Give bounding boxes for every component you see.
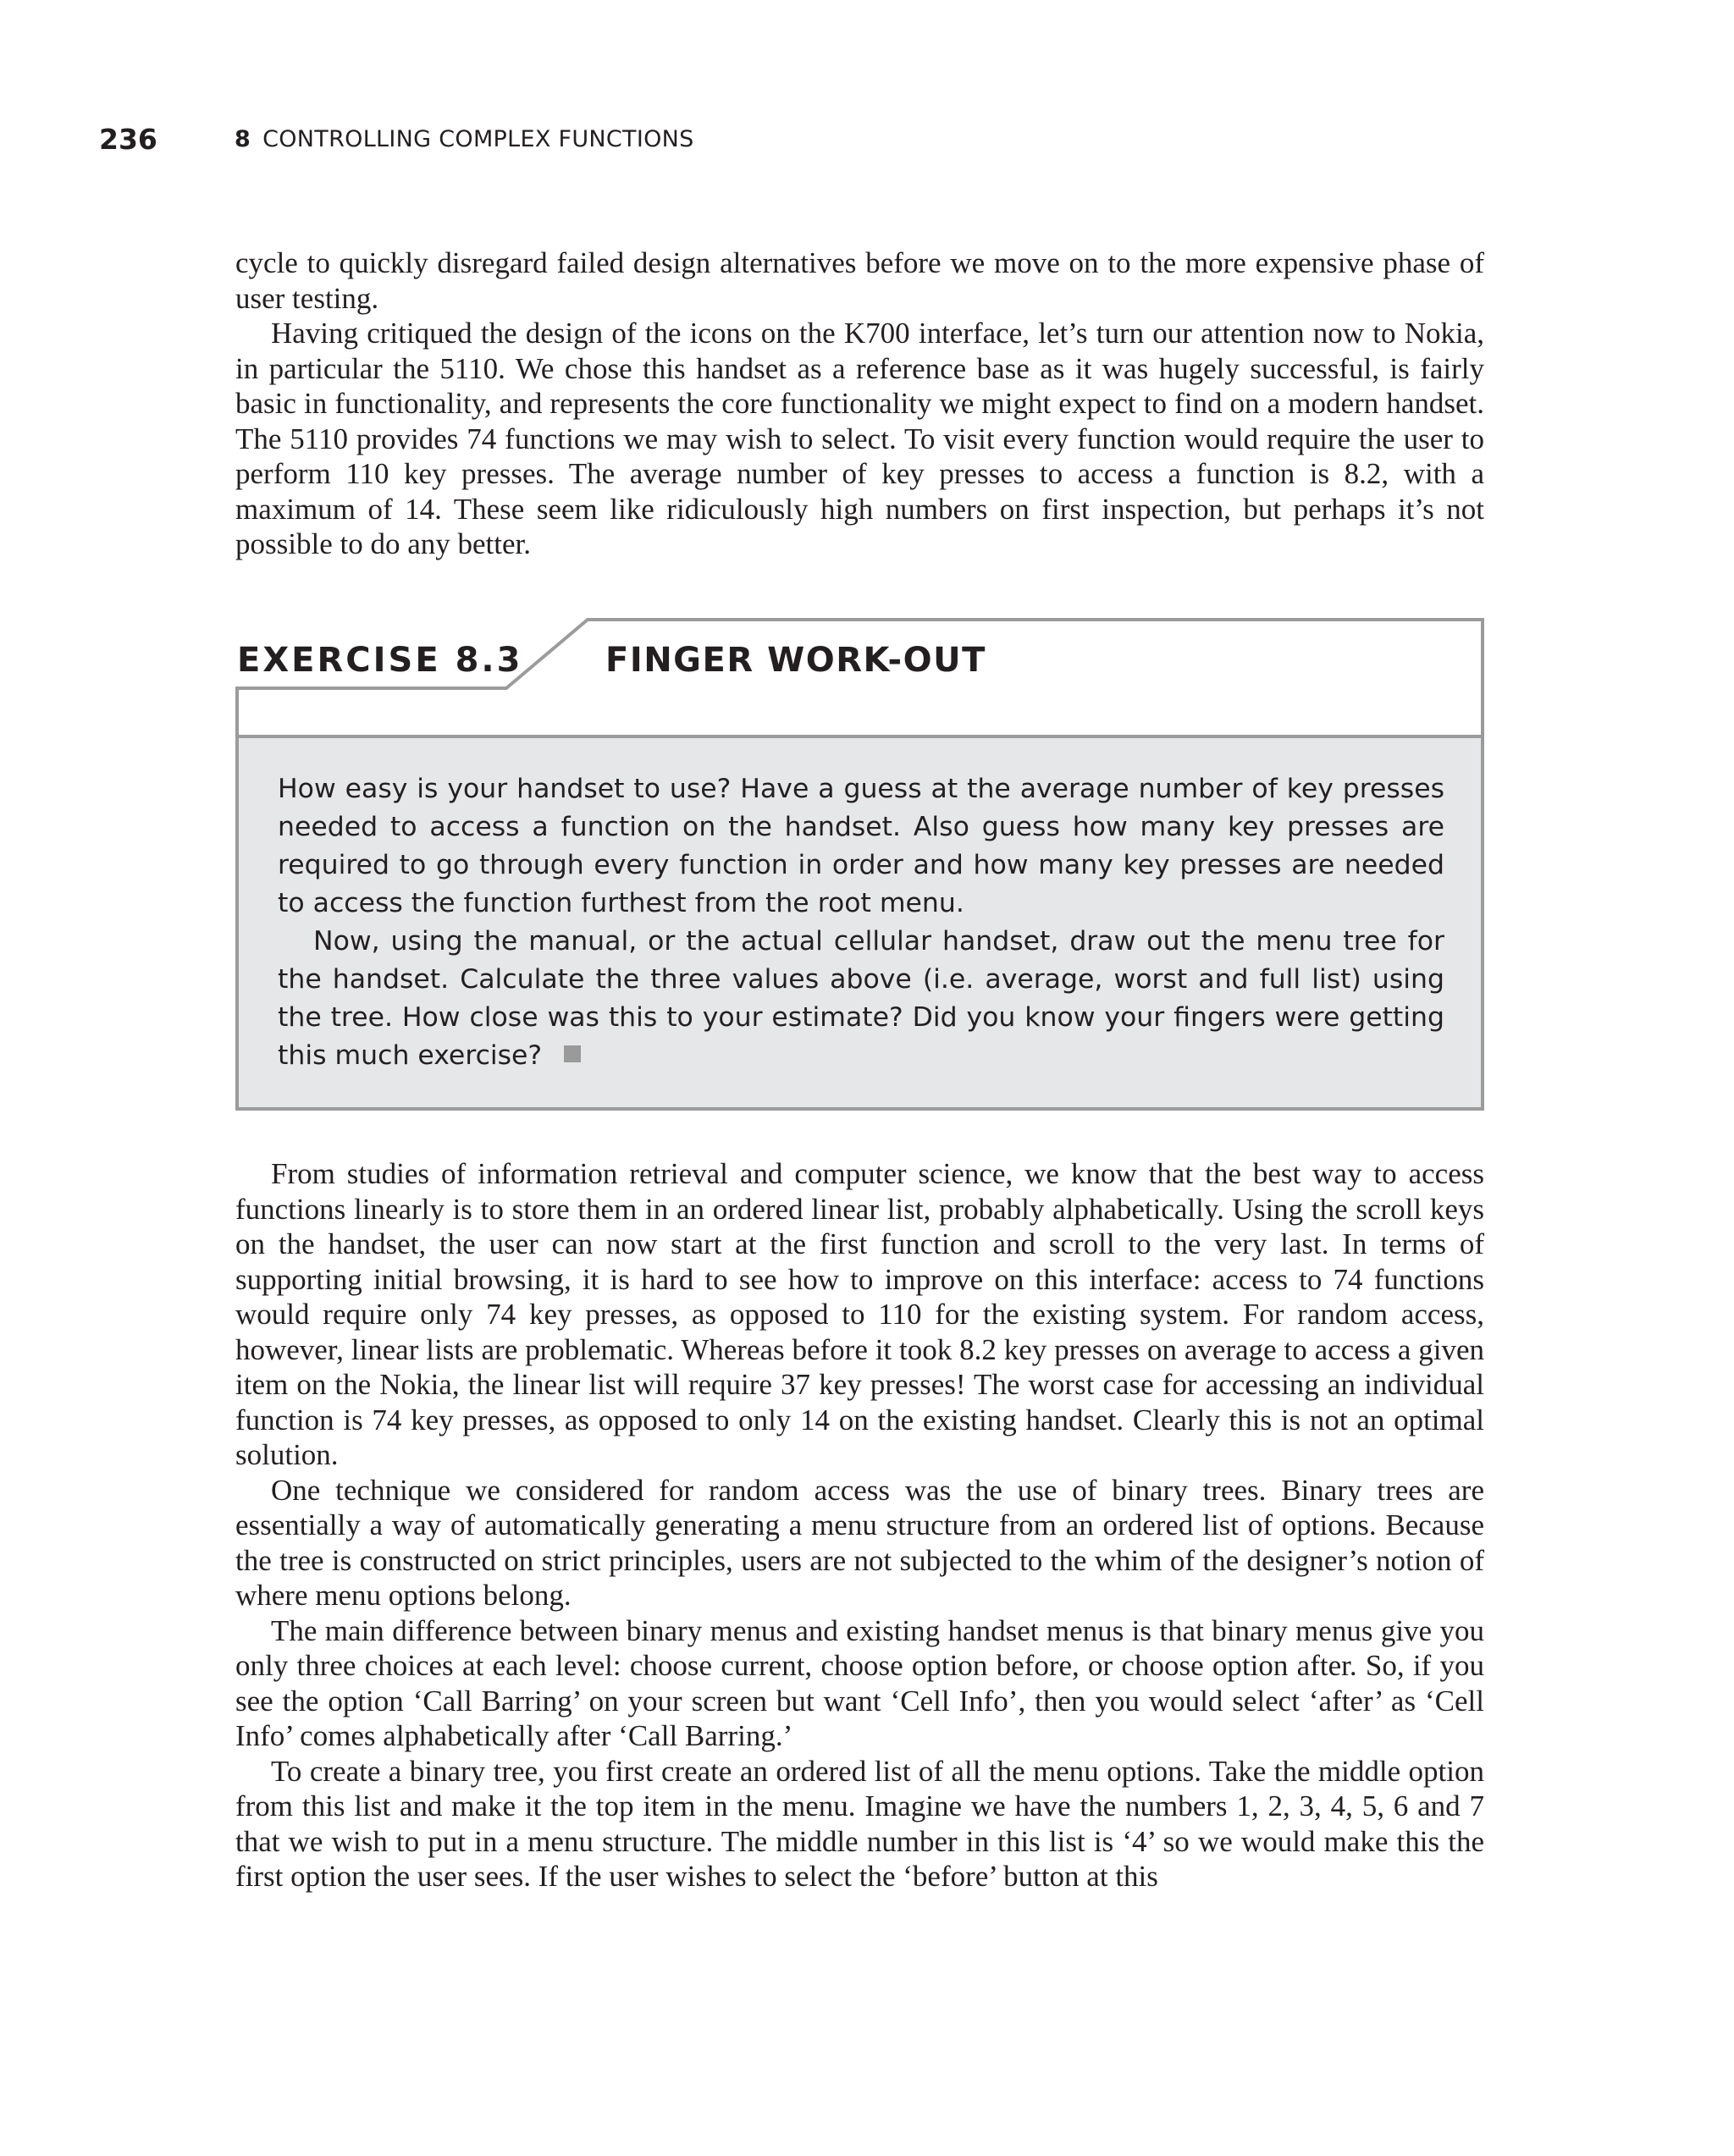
end-of-exercise-square-icon bbox=[564, 1045, 581, 1062]
chapter-heading bbox=[235, 119, 694, 161]
exercise-paragraph: How easy is your handset to use? Have a guess at the average number of key presses needed to access a function on the handset. Also guess how many key presses are required to go through every function in order and how many key presses are needed to access the function furthest from the root menu. bbox=[278, 774, 1444, 918]
body-text-bottom bbox=[235, 1156, 1484, 1894]
chapter-number: 8 bbox=[235, 126, 251, 152]
paragraph: The main difference between binary menus and existing handset menus is that binary menus give you only three choices at each level: choose current, choose option before, or choose option after. So, if you see the option ‘Call Barring’ on your screen but want ‘Cell Info’, then you would select ‘after’ as ‘Cell Info’ comes alphabetically after ‘Call Barring.’ bbox=[235, 1613, 1484, 1752]
exercise-text bbox=[278, 770, 1444, 1075]
paragraph: cycle to quickly disregard failed design alternatives before we move on to the more expensive phase of user testing. bbox=[235, 246, 1484, 315]
exercise-paragraph-last bbox=[278, 923, 1444, 1075]
body-text-top bbox=[235, 245, 1484, 562]
exercise-box bbox=[235, 618, 1484, 1111]
page-number: 236 bbox=[99, 123, 157, 156]
running-header bbox=[99, 119, 1488, 161]
exercise-number: EXERCISE 8.3 bbox=[237, 641, 523, 680]
paragraph: From studies of information retrieval and computer science, we know that the best way to access functions linearly is to store them in an ordered linear list, probably alphabetically. Using the scroll keys on the handset, the user can now start at the first function and scroll to the very last. In terms of supporting initial browsing, it is hard to see how to improve on this interface: access to 74 functions would require only 74 key presses, as opposed to 110 for the existing system. For random access, however, linear lists are problematic. Whereas before it took 8.2 key presses on average to access a given item on the Nokia, the linear list will require 37 key presses! The worst case for accessing an individual function is 74 key presses, as opposed to only 14 on the existing handset. Clearly this is not an optimal solution. bbox=[235, 1157, 1484, 1471]
exercise-paragraph-text: Now, using the manual, or the actual cellular handset, draw out the menu tree for the handset. Calculate the three values above (i.e. average, worst and full list) using the tree. How close was this to your estimate? Did you know your fingers were getting this much exercise? bbox=[278, 926, 1444, 1071]
paragraph: Having critiqued the design of the icons on the K700 interface, let’s turn our attention now to Nokia, in particular the 5110. We chose this handset as a reference base as it was hugely successful, is fairly basic in functionality, and represents the core functionality we might expect to find on a modern handset. The 5110 provides 74 functions we may wish to select. To visit every function would require the user to perform 110 key presses. The average number of key presses to access a function is 8.2, with a maximum of 14. These seem like ridiculously high numbers on first inspection, but perhaps it’s not possible to do any better. bbox=[235, 317, 1484, 560]
paragraph: To create a binary tree, you first create an ordered list of all the menu options. Take the middle option from this list and make it the top item in the menu. Imagine we have the numbers 1, 2, 3, 4, 5, 6 and 7 that we wish to put in a menu structure. The middle number in this list is ‘4’ so we would make this the first option the user sees. If the user wishes to select the ‘before’ button at this bbox=[235, 1754, 1484, 1893]
exercise-title: FINGER WORK-OUT bbox=[605, 641, 986, 680]
chapter-title: CONTROLLING COMPLEX FUNCTIONS bbox=[262, 126, 694, 152]
paragraph: One technique we considered for random access was the use of binary trees. Binary trees are essentially a way of automatically generating a menu structure from an ordered list of options. Because the tree is constructed on strict principles, users are not subjected to the whim of the designer’s notion of where menu options belong. bbox=[235, 1473, 1484, 1612]
